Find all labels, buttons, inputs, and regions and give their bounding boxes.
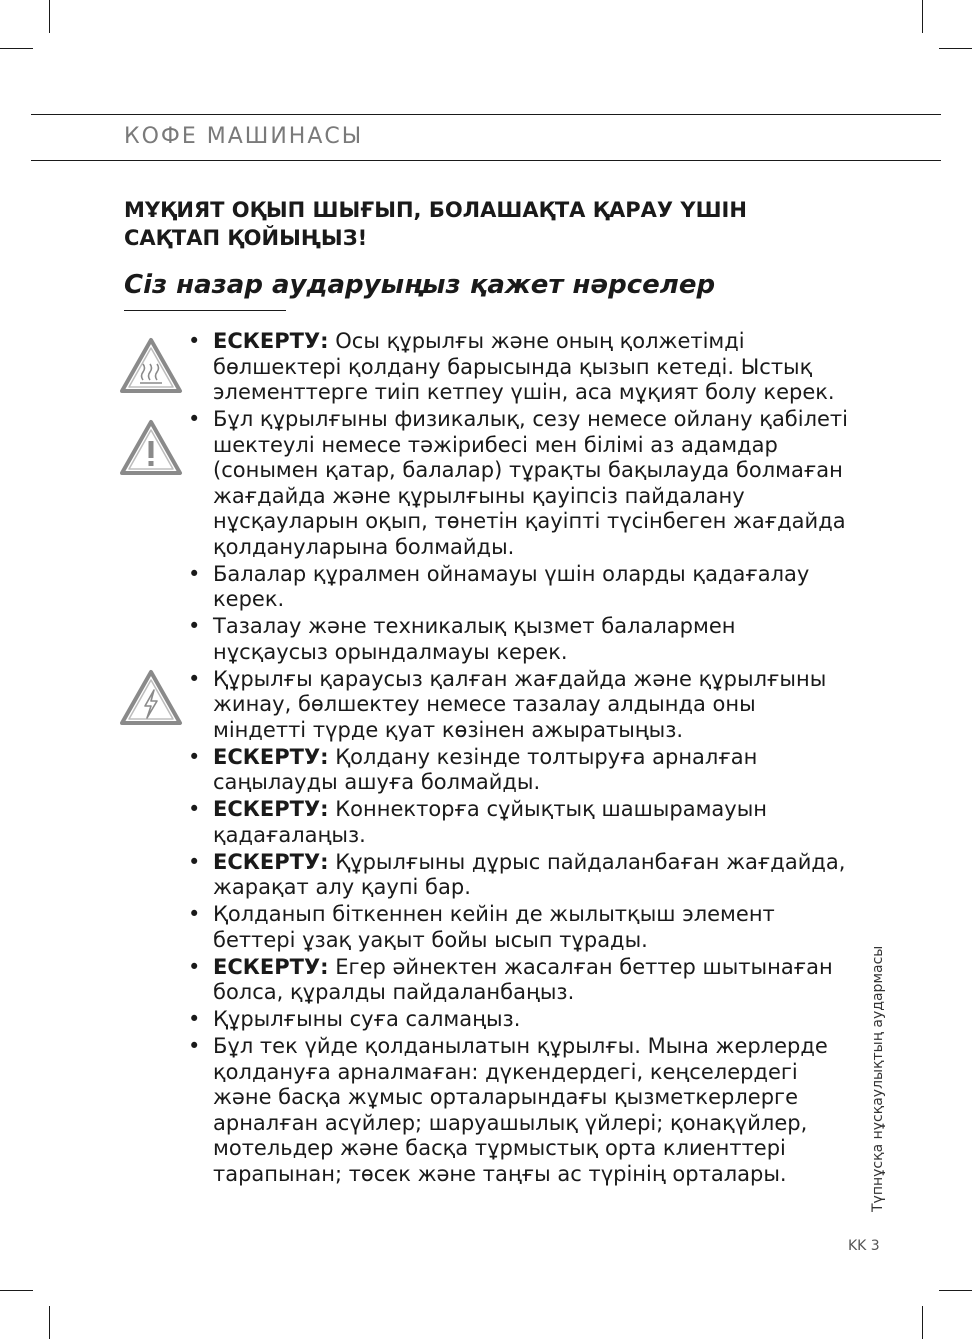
list-item — [188, 1034, 848, 1187]
list-item — [188, 745, 848, 796]
list-item-text: Егер әйнектен жасалған беттер шытынаған болса, құралды пайдаланбаңыз. — [213, 954, 833, 1004]
header-top-rule — [31, 114, 941, 115]
exclamation-warning-icon — [118, 418, 184, 478]
bullet-dot: • — [188, 902, 201, 926]
crop-mark — [49, 0, 50, 33]
warning-label: ЕСКЕРТУ: — [213, 954, 329, 979]
list-item — [188, 955, 848, 1006]
list-item-text: Құрылғыны дұрыс пайдаланбаған жағдайда, жарақат алу қаупі бар. — [213, 849, 846, 899]
list-item-text: Құрылғы қараусыз қалған жағдайда және құрылғыны жинау, бөлшектеу немесе тазалау алдында оны міндетті түрде қуат көзінен ажыратыңыз. — [213, 666, 827, 742]
crop-mark — [939, 48, 972, 49]
list-item-text: Осы құрылғы және оның қолжетімді бөлшектері қолдану барысында қызып кетеді. Ыстық элементтерге тиіп кетпеу үшін, аса мұқият болу керек. — [213, 329, 835, 404]
list-item — [188, 329, 848, 406]
list-item — [188, 614, 848, 665]
warning-label: ЕСКЕРТУ: — [213, 849, 329, 874]
list-item — [188, 1007, 848, 1033]
list-item — [188, 902, 848, 953]
electric-shock-warning-icon — [118, 668, 184, 728]
crop-mark — [49, 1306, 50, 1339]
hot-surface-warning-icon — [118, 336, 184, 396]
crop-mark — [939, 1290, 972, 1291]
crop-mark — [0, 1290, 33, 1291]
crop-mark — [922, 1306, 923, 1339]
bullet-dot: • — [188, 407, 201, 431]
page-header-title: КОФЕ МАШИНАСЫ — [124, 124, 364, 149]
warning-label: ЕСКЕРТУ: — [213, 797, 329, 821]
list-item-text: Бұл тек үйде қолданылатын құрылғы. Мына жерлерде қолдануға арналмаған: дүкендердегі, кеңселердегі және басқа жұмыс орталарындағы қызметкерлерге арналған асүйлер; шаруашылық үйлері; қонақүйлер, мотельдер және басқа тұрмыстық орта клиенттері тарапынан; төсек және таңғы ас түрінің орталары. — [213, 1034, 828, 1186]
bullet-dot: • — [188, 797, 201, 821]
warning-label: ЕСКЕРТУ: — [213, 329, 329, 353]
list-item — [188, 667, 848, 744]
list-item — [188, 850, 848, 901]
crop-mark — [0, 48, 33, 49]
section-title: Сіз назар аударуыңыз қажет нәрселер — [124, 270, 716, 300]
list-item — [188, 797, 848, 848]
bullet-dot: • — [188, 561, 201, 586]
warning-label: ЕСКЕРТУ: — [213, 744, 329, 769]
safety-bullet-list — [188, 329, 848, 1189]
page-number: KK 3 — [848, 1238, 880, 1254]
bullet-dot: • — [188, 666, 201, 691]
list-item — [188, 407, 848, 560]
notice-title: МҰҚИЯТ ОҚЫП ШЫҒЫП, БОЛАШАҚТА ҚАРАУ ҮШІН САҚТАП ҚОЙЫҢЫЗ! — [124, 198, 747, 250]
list-item-text: Тазалау және техникалық қызмет балалармен нұсқаусыз орындалмауы керек. — [213, 614, 736, 664]
list-item-text: Балалар құралмен ойнамауы үшін оларды қадағалау керек. — [213, 561, 810, 611]
list-item-text: Қолданып біткеннен кейін де жылытқыш элемент беттері ұзақ уақыт бойы ысып тұрады. — [213, 902, 775, 952]
crop-mark — [922, 0, 923, 33]
bullet-dot: • — [188, 614, 201, 638]
list-item-text: Коннекторға сұйықтық шашырамауын қадағалаңыз. — [213, 797, 768, 847]
bullet-dot: • — [188, 1007, 201, 1031]
vertical-sidebar-text: Түпнұсқа нұсқаулықтың аудармасы — [870, 945, 886, 1212]
bullet-dot: • — [188, 329, 201, 353]
bullet-dot: • — [188, 744, 201, 769]
list-item-text: Құрылғыны суға салмаңыз. — [213, 1007, 521, 1031]
list-item-text: Бұл құрылғыны физикалық, сезу немесе ойлану қабілеті шектеулі немесе тәжірибесі мен білімі аз адамдар (сонымен қатар, балалар) тұрақты бақылауда болмаған жағдайда және құрылғыны қауіпсіз пайдалану нұсқауларын оқып, төнетін қауіпті түсінбеген жағдайда қолдануларына болмайды. — [213, 407, 849, 559]
list-item-text: Қолдану кезінде толтыруға арналған саңылауды ашуға болмайды. — [213, 744, 758, 794]
header-bottom-rule — [31, 160, 941, 161]
list-item — [188, 562, 848, 613]
bullet-dot: • — [188, 954, 201, 979]
bullet-dot: • — [188, 849, 201, 874]
section-title-underline — [124, 310, 286, 311]
bullet-dot: • — [188, 1034, 201, 1058]
